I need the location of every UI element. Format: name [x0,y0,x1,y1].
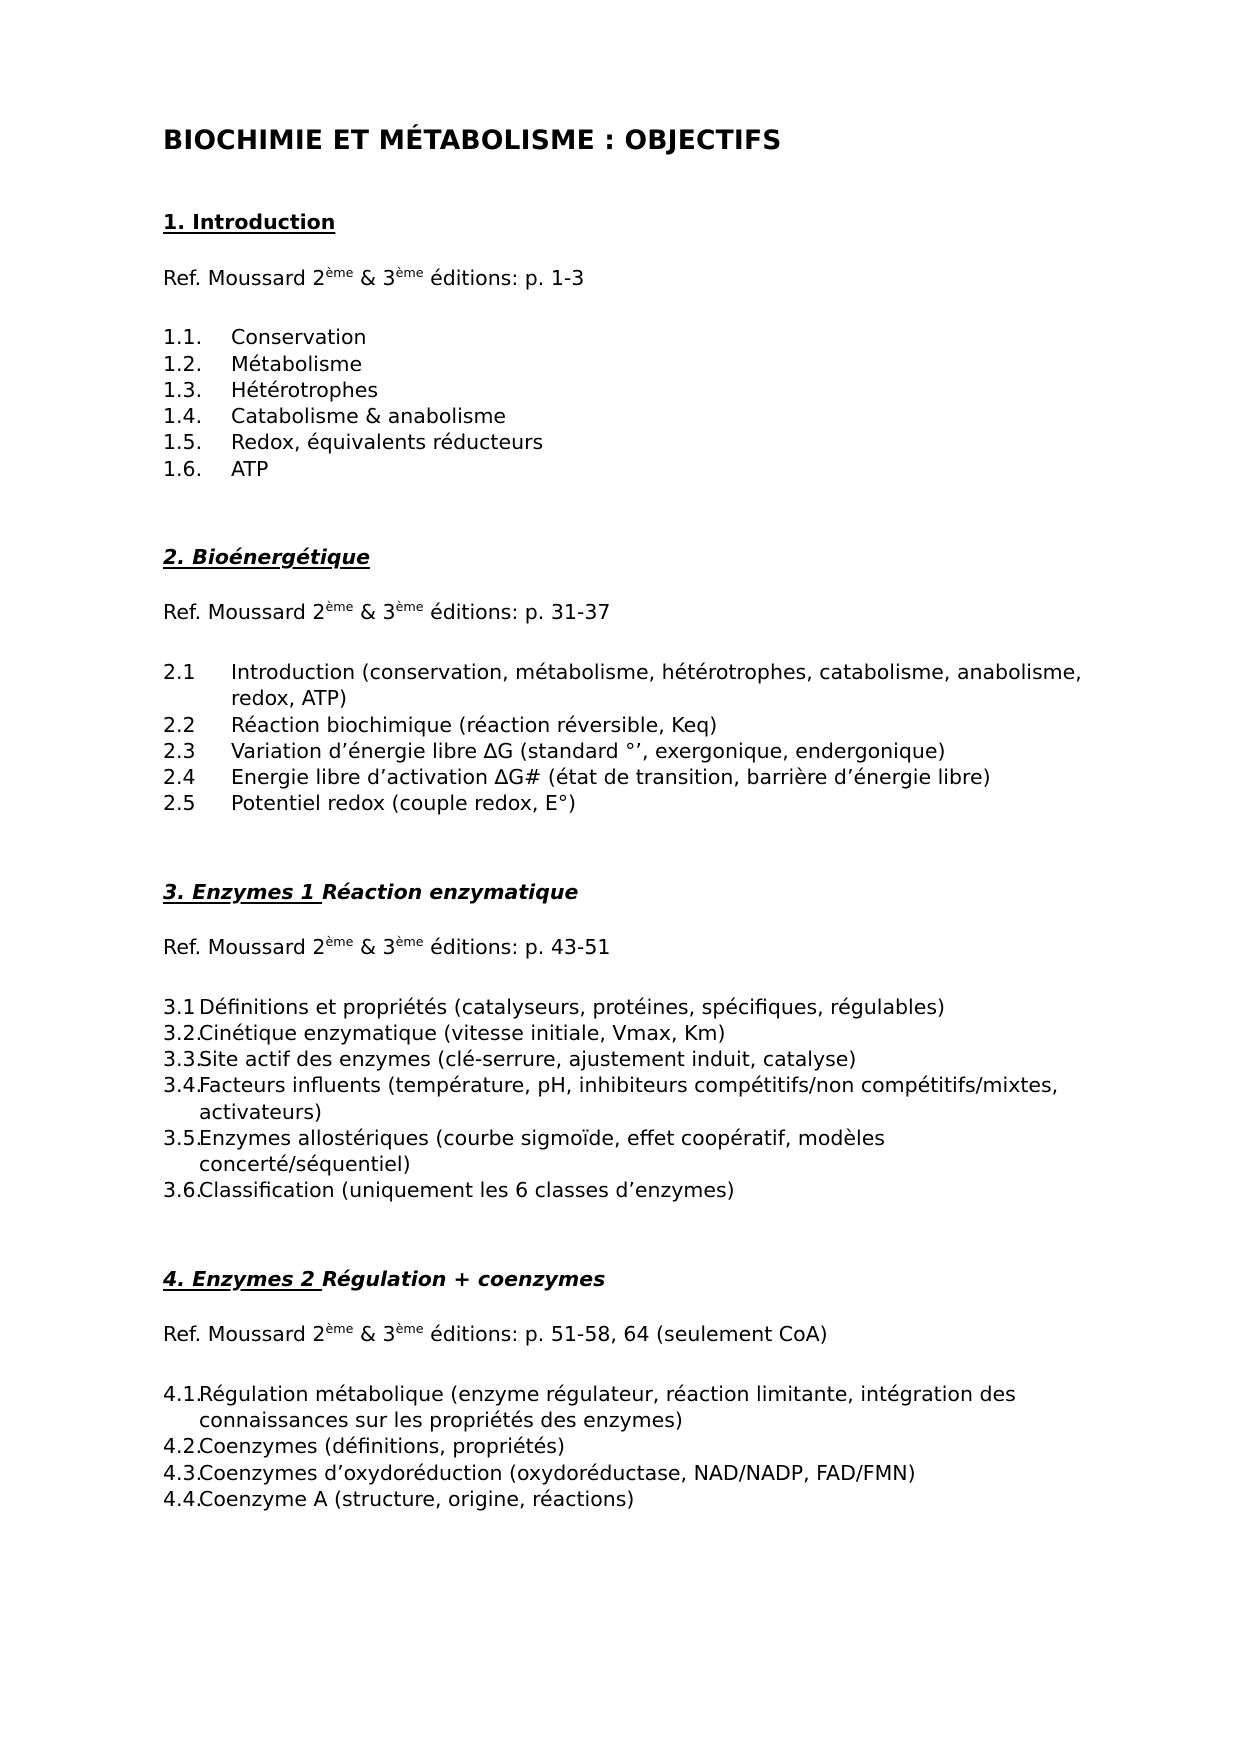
section-4-reference [163,1321,1091,1348]
ref-suffix: éditions: p. 31-37 [423,600,611,625]
section-3-reference [163,934,1091,961]
ref-middle: & 3 [353,265,396,290]
section-2 [163,544,1091,817]
section-3-heading [163,879,1091,906]
list-item [163,377,1091,403]
item-text: Régulation métabolique (enzyme régulateur, réaction limitante, intégration des connaissances sur les propriétés des enzymes) [199,1381,1016,1433]
list-item [163,456,1091,482]
ref-suffix: éditions: p. 1-3 [423,265,585,290]
list-item [163,429,1091,455]
list-item [163,1177,1091,1203]
item-text: Conservation [231,325,367,350]
section-4-heading [163,1266,1091,1293]
item-text: Energie libre d’activation ∆G# (état de transition, barrière d’énergie libre) [231,765,991,790]
item-number: 4.4. [163,1486,203,1511]
item-text: Cinétique enzymatique (vitesse initiale, Vmax, Km) [199,1021,726,1046]
section-4-heading-subtitle: Régulation + coenzymes [322,1266,606,1291]
section-3 [163,879,1091,1204]
item-number: 3.5. [163,1125,203,1150]
item-number: 4.1. [163,1381,203,1406]
item-text: Métabolisme [231,351,363,376]
section-3-heading-subtitle: Réaction enzymatique [322,879,579,904]
item-text: Coenzymes (définitions, propriétés) [199,1434,565,1459]
item-number: 2.2 [163,712,196,737]
ref-prefix: Ref. Moussard 2 [163,1322,326,1347]
item-number: 2.5 [163,791,196,816]
section-4 [163,1266,1091,1512]
ref-sup-1: ème [325,264,354,280]
section-3-list [163,994,1091,1204]
list-item [163,1020,1091,1046]
section-2-reference [163,599,1091,626]
list-item [163,1046,1091,1072]
list-item [163,712,1091,738]
spacer-between-sections [163,1204,1091,1266]
ref-sup-2: ème [395,1321,424,1337]
item-text: Réaction biochimique (réaction réversible, Keq) [231,712,718,737]
section-1-list [163,324,1091,481]
item-text: Classification (uniquement les 6 classes d’enzymes) [199,1178,735,1203]
list-item [163,324,1091,350]
item-text: Catabolisme & anabolisme [231,404,507,429]
item-text: Coenzymes d’oxydoréduction (oxydoréductase, NAD/NADP, FAD/FMN) [199,1460,916,1485]
ref-sup-1: ème [325,1321,354,1337]
section-3-heading-number: 3. Enzymes 1 [163,879,323,904]
item-text: Potentiel redox (couple redox, E°) [231,791,577,816]
item-number: 2.4 [163,765,196,790]
item-number: 1.5. [163,430,203,455]
section-1-heading-number: 1. Introduction [163,210,336,235]
section-2-list [163,659,1091,816]
item-number: 1.2. [163,351,203,376]
item-text: Enzymes allostériques (courbe sigmoïde, effet coopératif, modèles concerté/séquentiel) [199,1125,885,1177]
item-text: Facteurs influents (température, pH, inhibiteurs compétitifs/non compétitifs/mixtes, activateurs) [199,1073,1059,1124]
list-item [163,403,1091,429]
ref-prefix: Ref. Moussard 2 [163,935,326,960]
item-text: Site actif des enzymes (clé-serrure, ajustement induit, catalyse) [199,1047,857,1072]
spacer [163,1292,1091,1321]
spacer [163,291,1091,324]
item-text: Redox, équivalents réducteurs [231,430,544,455]
ref-sup-2: ème [395,599,424,615]
section-2-heading [163,544,1091,571]
item-number: 1.6. [163,456,203,481]
ref-middle: & 3 [353,600,396,625]
list-item [163,1072,1091,1124]
ref-sup-2: ème [395,934,424,950]
spacer [163,236,1091,265]
item-number: 2.3 [163,738,196,763]
ref-prefix: Ref. Moussard 2 [163,265,326,290]
list-item [163,1433,1091,1459]
item-number: 3.4. [163,1073,203,1098]
list-item [163,738,1091,764]
spacer-after-title [163,157,1091,209]
item-number: 3.2. [163,1021,203,1046]
ref-middle: & 3 [353,1322,396,1347]
item-text: ATP [231,456,269,481]
item-number: 3.3. [163,1047,203,1072]
spacer [163,570,1091,599]
section-1 [163,209,1091,482]
ref-prefix: Ref. Moussard 2 [163,600,326,625]
list-item [163,764,1091,790]
list-item [163,1486,1091,1512]
ref-middle: & 3 [353,935,396,960]
spacer [163,1348,1091,1381]
ref-sup-1: ème [325,599,354,615]
item-number: 1.1. [163,325,203,350]
section-4-list [163,1381,1091,1512]
item-text: Hétérotrophes [231,377,379,402]
item-number: 3.6. [163,1178,203,1203]
item-text: Coenzyme A (structure, origine, réactions) [199,1486,635,1511]
item-text: Variation d’énergie libre ∆G (standard °’, exergonique, endergonique) [231,738,946,763]
list-item [163,1460,1091,1486]
ref-suffix: éditions: p. 51-58, 64 (seulement CoA) [423,1322,828,1347]
list-item [163,994,1091,1020]
ref-sup-2: ème [395,264,424,280]
spacer-between-sections [163,817,1091,879]
list-item [163,790,1091,816]
item-number: 2.1 [163,660,196,685]
list-item [163,1125,1091,1177]
item-number: 3.1 [163,994,196,1019]
ref-suffix: éditions: p. 43-51 [423,935,611,960]
item-number: 1.3. [163,377,203,402]
item-number: 4.2. [163,1434,203,1459]
spacer-between-sections [163,482,1091,544]
section-1-reference [163,265,1091,292]
spacer [163,905,1091,934]
list-item [163,351,1091,377]
item-text: Définitions et propriétés (catalyseurs, protéines, spécifiques, régulables) [199,994,946,1019]
item-number: 1.4. [163,404,203,429]
list-item [163,1381,1091,1433]
section-4-heading-number: 4. Enzymes 2 [163,1266,323,1291]
item-number: 4.3. [163,1460,203,1485]
spacer [163,961,1091,994]
section-1-heading [163,209,1091,236]
item-text: Introduction (conservation, métabolisme, hétérotrophes, catabolisme, anabolisme, redox, ATP) [231,660,1082,711]
list-item [163,659,1091,711]
section-2-heading-number: 2. Bioénergétique [163,544,371,569]
page-title: BIOCHIMIE ET MÉTABOLISME : OBJECTIFS [163,125,782,156]
ref-sup-1: ème [325,934,354,950]
spacer [163,626,1091,659]
